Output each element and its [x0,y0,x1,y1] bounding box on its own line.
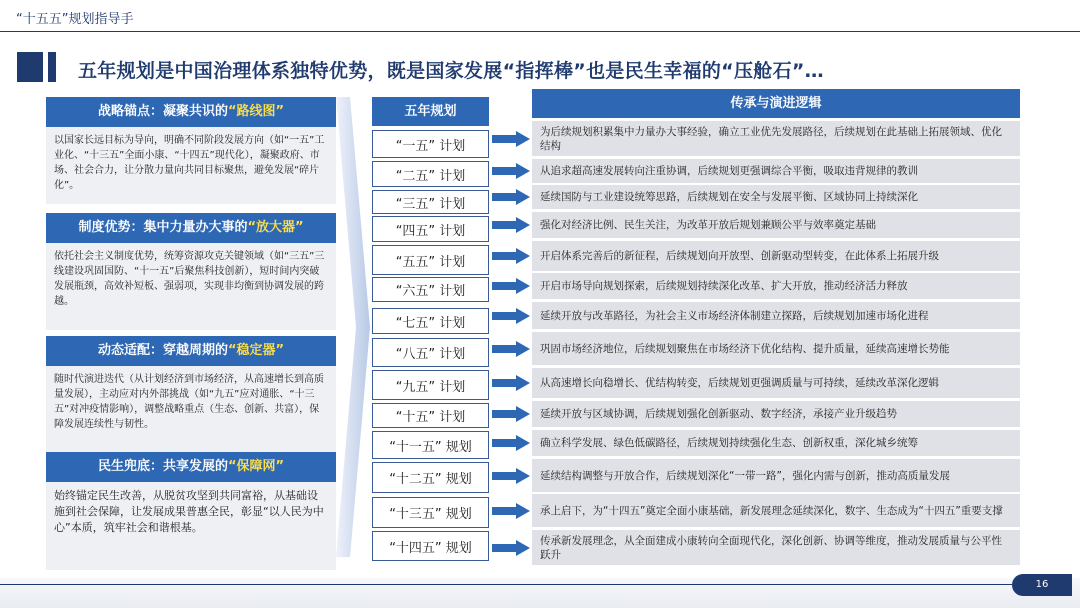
arrow-right-icon [492,341,530,357]
logic-item: 为后续规划积累集中力量办大事经验，确立工业优先发展路径，后续规划在此基础上拓展领域、优化结构 [532,121,1020,156]
card-livelihood-guarantee [46,452,336,570]
plan-item: “十五” 计划 [372,403,489,428]
logic-item: 延续开放与改革路径，为社会主义市场经济体制建立探路，后续规划加速市场化进程 [532,302,1020,329]
arrow-right-icon [492,468,530,484]
logic-item: 承上启下，为“十四五”奠定全面小康基础，新发展理念延续深化，数字、生态成为“十四五”重要支撑 [532,494,1020,527]
top-header [0,0,1080,36]
logic-item: 确立科学发展、绿色低碳路径，后续规划持续强化生态、创新权重，深化城乡统筹 [532,430,1020,456]
card-heading [46,213,336,243]
card-heading [46,452,336,482]
arrow-right-icon [492,308,530,324]
card-heading-highlight: “路线图” [227,104,285,119]
logic-item: 从高速增长向稳增长、优结构转变，后续规划更强调质量与可持续，延续改革深化逻辑 [532,368,1020,398]
title-block-mark [17,52,43,82]
arrow-right-icon [492,248,530,264]
arrow-right-icon [492,375,530,391]
header-title: “十五五”规划指导手 [16,12,134,27]
plan-item: “十一五” 规划 [372,431,489,459]
title-bar-mark [48,52,56,82]
card-heading-text: 战略锚点：凝聚共识的 [97,104,228,119]
card-heading [46,336,336,366]
header-divider [0,31,1080,32]
arrow-right-icon [492,189,530,205]
card-body: 以国家长远目标为导向，明确不同阶段发展方向（如“一五”工业化、“十三五”全面小康、“十四五”现代化），凝聚政府、市场、社会合力，让分散力量向共同目标聚焦，避免发展“碎片化”。 [46,127,336,204]
arrow-right-icon [492,217,530,233]
plan-item: “九五” 计划 [372,370,489,400]
plan-item: “四五” 计划 [372,216,489,242]
card-heading-text: 制度优势：集中力量办大事的 [78,220,248,235]
logic-item: 开启市场导向规划探索，后续规划持续深化改革、扩大开放，推动经济活力释放 [532,273,1020,299]
arrow-right-icon [492,278,530,294]
bracket-arrow-icon [336,97,372,557]
arrow-right-icon [492,131,530,147]
card-institutional-advantage [46,213,336,330]
plan-item: “十四五” 规划 [372,531,489,561]
plan-item: “十三五” 规划 [372,497,489,528]
arrow-right-icon [492,406,530,422]
arrow-right-icon [492,540,530,556]
logic-item: 开启体系完善后的新征程，后续规划向开放型、创新驱动型转变，在此体系上拓展升级 [532,241,1020,271]
card-strategic-anchor [46,97,336,204]
plan-item: “七五” 计划 [372,308,489,334]
arrow-right-icon [492,435,530,451]
plan-item: “十二五” 规划 [372,462,489,493]
logic-header: 传承与演进逻辑 [532,89,1020,118]
card-body: 始终锚定民生改善，从脱贫攻坚到共同富裕，从基础设施到社会保障，让发展成果普惠全民，彰显“以人民为中心”本质，筑牢社会和谐根基。 [46,482,336,570]
footer-band [0,578,1080,608]
plan-item: “六五” 计划 [372,277,489,302]
logic-item: 从追求超高速发展转向注重协调，后续规划更强调综合平衡，吸取违背规律的教训 [532,159,1020,183]
card-heading-text: 动态适配：穿越周期的 [97,343,228,358]
logic-item: 巩固市场经济地位，后续规划聚焦在市场经济下优化结构、提升质量，延续高速增长势能 [532,332,1020,365]
card-heading-highlight: “放大器” [247,220,304,235]
logic-item: 传承新发展理念，从全面建成小康转向全面现代化，深化创新、协调等维度，推动发展质量与公平性跃升 [532,530,1020,565]
card-heading-highlight: “保障网” [227,459,285,474]
plan-item: “五五” 计划 [372,245,489,275]
card-heading-highlight: “稳定器” [227,343,285,358]
card-dynamic-adaptation [46,336,336,453]
plans-header: 五年规划 [372,97,489,126]
card-body: 依托社会主义制度优势，统筹资源攻克关键领域（如“三五”三线建设巩固国防、“十一五”后聚焦科技创新），短时间内突破发展瓶颈，高效补短板、强弱项，实现非均衡到协调发展的跨越。 [46,243,336,330]
arrow-right-icon [492,163,530,179]
card-heading [46,97,336,127]
card-heading-text: 民生兜底：共享发展的 [97,459,228,474]
logic-item: 延续国防与工业建设统筹思路，后续规划在安全与发展平衡、区域协同上持续深化 [532,185,1020,209]
footer-divider [0,584,1012,585]
logic-item: 强化对经济比例、民生关注，为改革开放后规划兼顾公平与效率奠定基础 [532,212,1020,238]
plan-item: “三五” 计划 [372,190,489,214]
page-number: 16 [1012,574,1072,596]
plan-item: “一五” 计划 [372,130,489,158]
logic-item: 延续开放与区域协调，后续规划强化创新驱动、数字经济，承接产业升级趋势 [532,401,1020,427]
arrow-right-icon [492,503,530,519]
logic-item: 延续结构调整与开放合作，后续规划深化“一带一路”，强化内需与创新，推动高质量发展 [532,459,1020,492]
plan-item: “八五” 计划 [372,338,489,367]
page-title: 五年规划是中国治理体系独特优势，既是国家发展“指挥棒”也是民生幸福的“压舱石”… [78,60,824,82]
card-body: 随时代演进迭代（从计划经济到市场经济，从高速增长到高质量发展），主动应对内外部挑战（如“九五”应对通胀、“十三五”对冲疫情影响），调整战略重点（生态、创新、共富），保障发展连续性与韧性。 [46,366,336,453]
plan-item: “二五” 计划 [372,161,489,187]
